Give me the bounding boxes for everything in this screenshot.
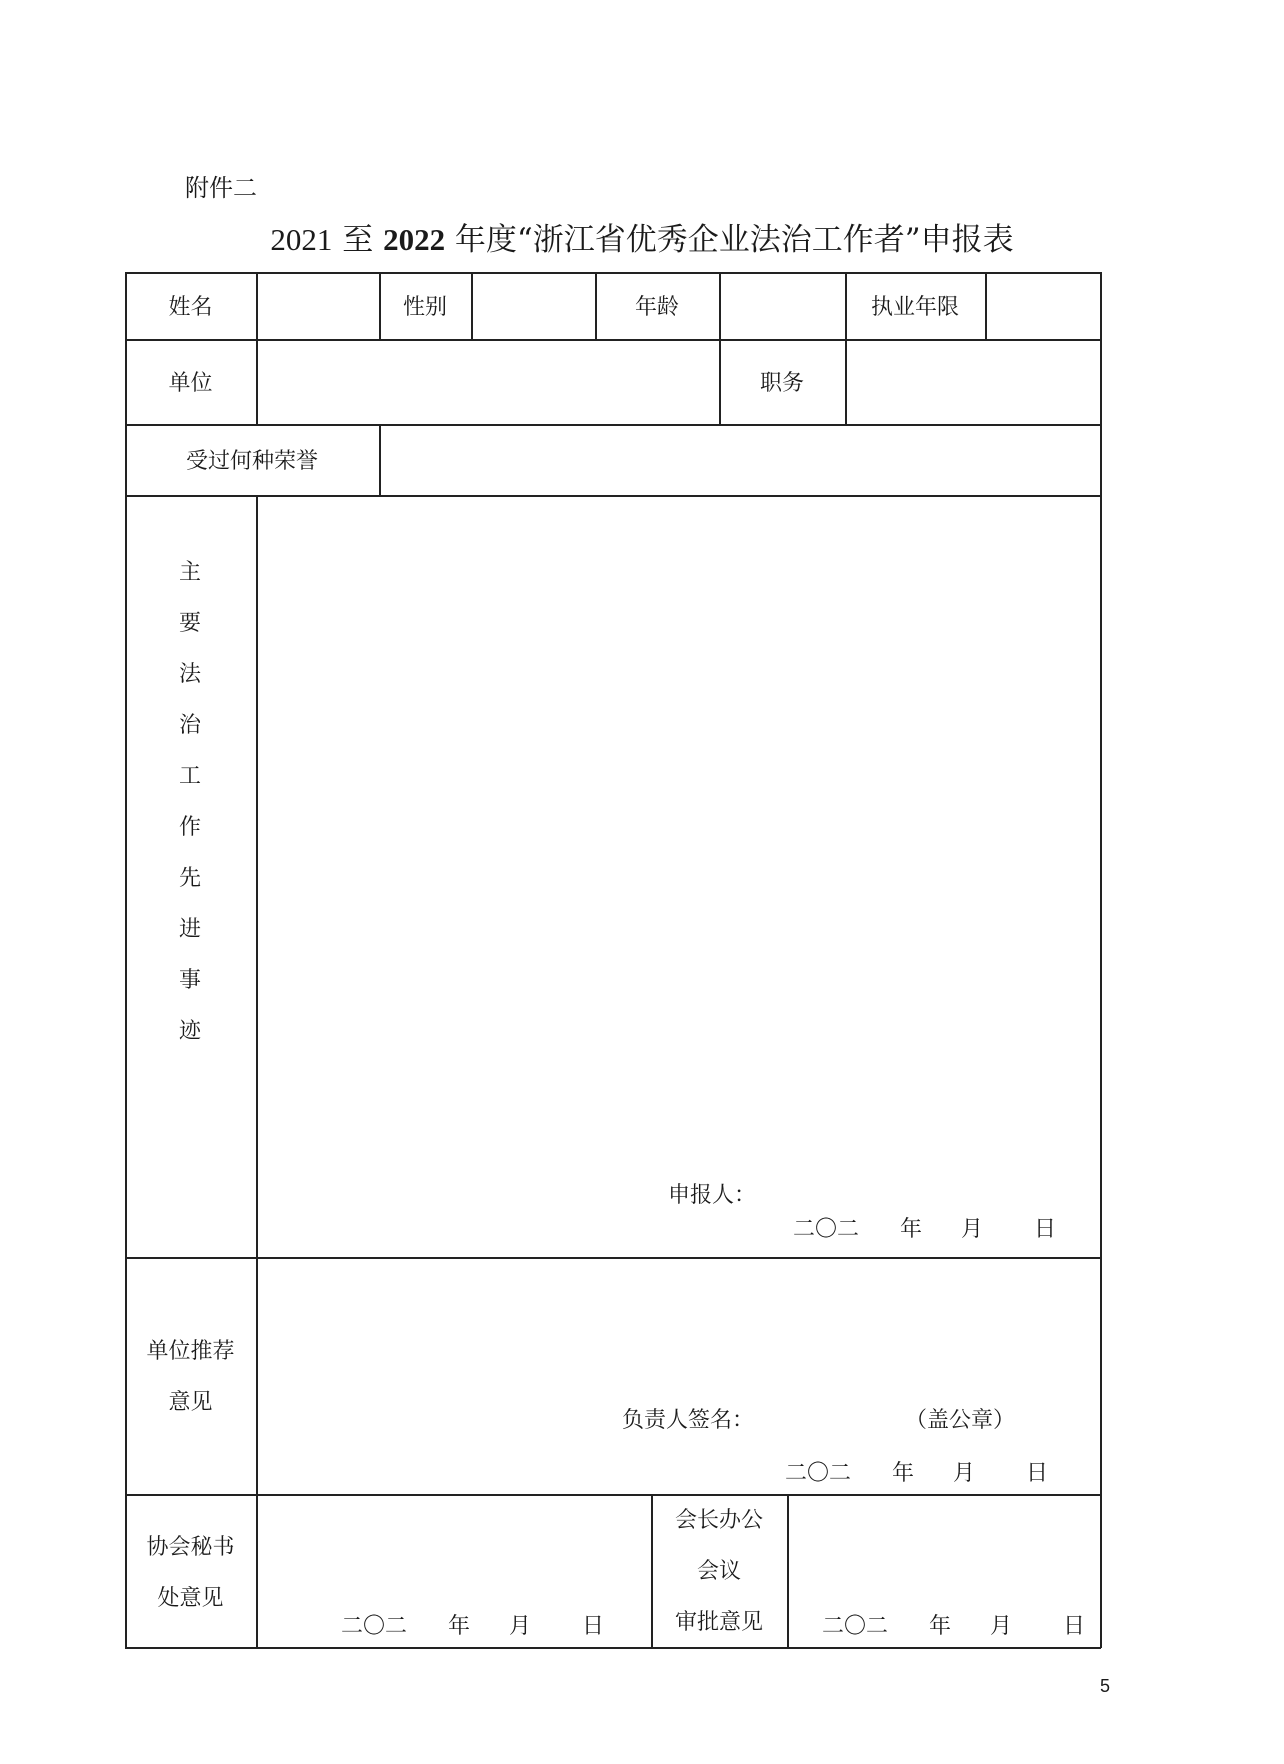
unit-recommend-date bbox=[785, 1456, 1048, 1487]
date-year: 年 bbox=[929, 1614, 952, 1639]
deeds-char: 要 bbox=[178, 611, 201, 636]
president-opinion-field[interactable] bbox=[789, 1496, 1098, 1596]
label-line: 审批意见 bbox=[674, 1610, 763, 1635]
position-label: 职务 bbox=[759, 371, 804, 396]
title-year-end: 2022 bbox=[383, 222, 446, 257]
honors-field[interactable] bbox=[379, 424, 1100, 495]
gender-field[interactable] bbox=[471, 272, 595, 339]
deeds-char: 迹 bbox=[178, 1019, 201, 1044]
date-year-prefix: 二〇二 bbox=[793, 1217, 860, 1242]
date-year: 年 bbox=[900, 1217, 923, 1242]
honors-label: 受过何种荣誉 bbox=[185, 449, 318, 474]
label-line: 单位推荐 bbox=[146, 1339, 235, 1364]
president-date bbox=[822, 1609, 1085, 1640]
practice-years-label: 执业年限 bbox=[870, 295, 959, 320]
label-line: 意见 bbox=[168, 1390, 213, 1415]
date-year-prefix: 二〇二 bbox=[822, 1614, 889, 1639]
date-year: 年 bbox=[448, 1614, 471, 1639]
label-line: 会议 bbox=[696, 1559, 741, 1584]
date-day: 日 bbox=[1026, 1461, 1049, 1486]
name-field[interactable] bbox=[256, 272, 379, 339]
gender-label: 性别 bbox=[402, 295, 447, 320]
leader-sign-label: 负责人签名： bbox=[622, 1408, 755, 1433]
page-number: 5 bbox=[1100, 1676, 1111, 1696]
secretariat-date bbox=[341, 1609, 604, 1640]
table-border-right bbox=[1100, 272, 1102, 1648]
secretariat-opinion-field[interactable] bbox=[258, 1496, 650, 1596]
age-label: 年龄 bbox=[634, 295, 679, 320]
date-day: 日 bbox=[582, 1614, 605, 1639]
position-field[interactable] bbox=[845, 339, 1100, 424]
date-year-prefix: 二〇二 bbox=[341, 1614, 408, 1639]
deeds-char: 法 bbox=[178, 662, 201, 687]
label-line: 协会秘书 bbox=[146, 1535, 235, 1560]
name-label: 姓名 bbox=[168, 295, 213, 320]
table-border-bottom bbox=[125, 1647, 1101, 1649]
secretariat-label bbox=[125, 1522, 256, 1624]
label-line: 处意见 bbox=[157, 1586, 224, 1611]
applicant-label: 申报人： bbox=[668, 1183, 757, 1208]
president-office-label bbox=[651, 1495, 787, 1648]
main-deeds-field[interactable] bbox=[258, 497, 1098, 1137]
unit-label: 单位 bbox=[168, 371, 213, 396]
applicant-date bbox=[793, 1212, 1056, 1243]
main-deeds-label bbox=[125, 547, 255, 1057]
age-field[interactable] bbox=[719, 272, 845, 339]
date-month: 月 bbox=[953, 1461, 976, 1486]
label-line: 会长办公 bbox=[674, 1508, 763, 1533]
seal-label: （盖公章） bbox=[905, 1408, 1016, 1433]
deeds-char: 治 bbox=[178, 713, 201, 738]
deeds-char: 进 bbox=[178, 917, 201, 942]
attachment-label: 附件二 bbox=[185, 174, 257, 202]
date-day: 日 bbox=[1034, 1217, 1057, 1242]
title-year-start: 2021 bbox=[270, 222, 333, 257]
unit-recommend-field[interactable] bbox=[258, 1259, 1098, 1389]
date-month: 月 bbox=[990, 1614, 1013, 1639]
title-rest: 年度“浙江省优秀企业法治工作者”申报表 bbox=[445, 222, 1014, 258]
deeds-char: 先 bbox=[178, 866, 201, 891]
deeds-char: 工 bbox=[178, 764, 201, 789]
date-year-prefix: 二〇二 bbox=[785, 1461, 852, 1486]
deeds-char: 作 bbox=[178, 815, 201, 840]
title-to: 至 bbox=[332, 222, 384, 258]
page-title bbox=[0, 214, 1284, 259]
date-month: 月 bbox=[961, 1217, 984, 1242]
unit-recommend-label bbox=[125, 1326, 256, 1428]
practice-years-field[interactable] bbox=[985, 272, 1100, 339]
date-year: 年 bbox=[892, 1461, 915, 1486]
unit-field[interactable] bbox=[256, 339, 719, 424]
deeds-char: 主 bbox=[178, 560, 201, 585]
deeds-char: 事 bbox=[178, 968, 201, 993]
date-month: 月 bbox=[509, 1614, 532, 1639]
date-day: 日 bbox=[1063, 1614, 1086, 1639]
